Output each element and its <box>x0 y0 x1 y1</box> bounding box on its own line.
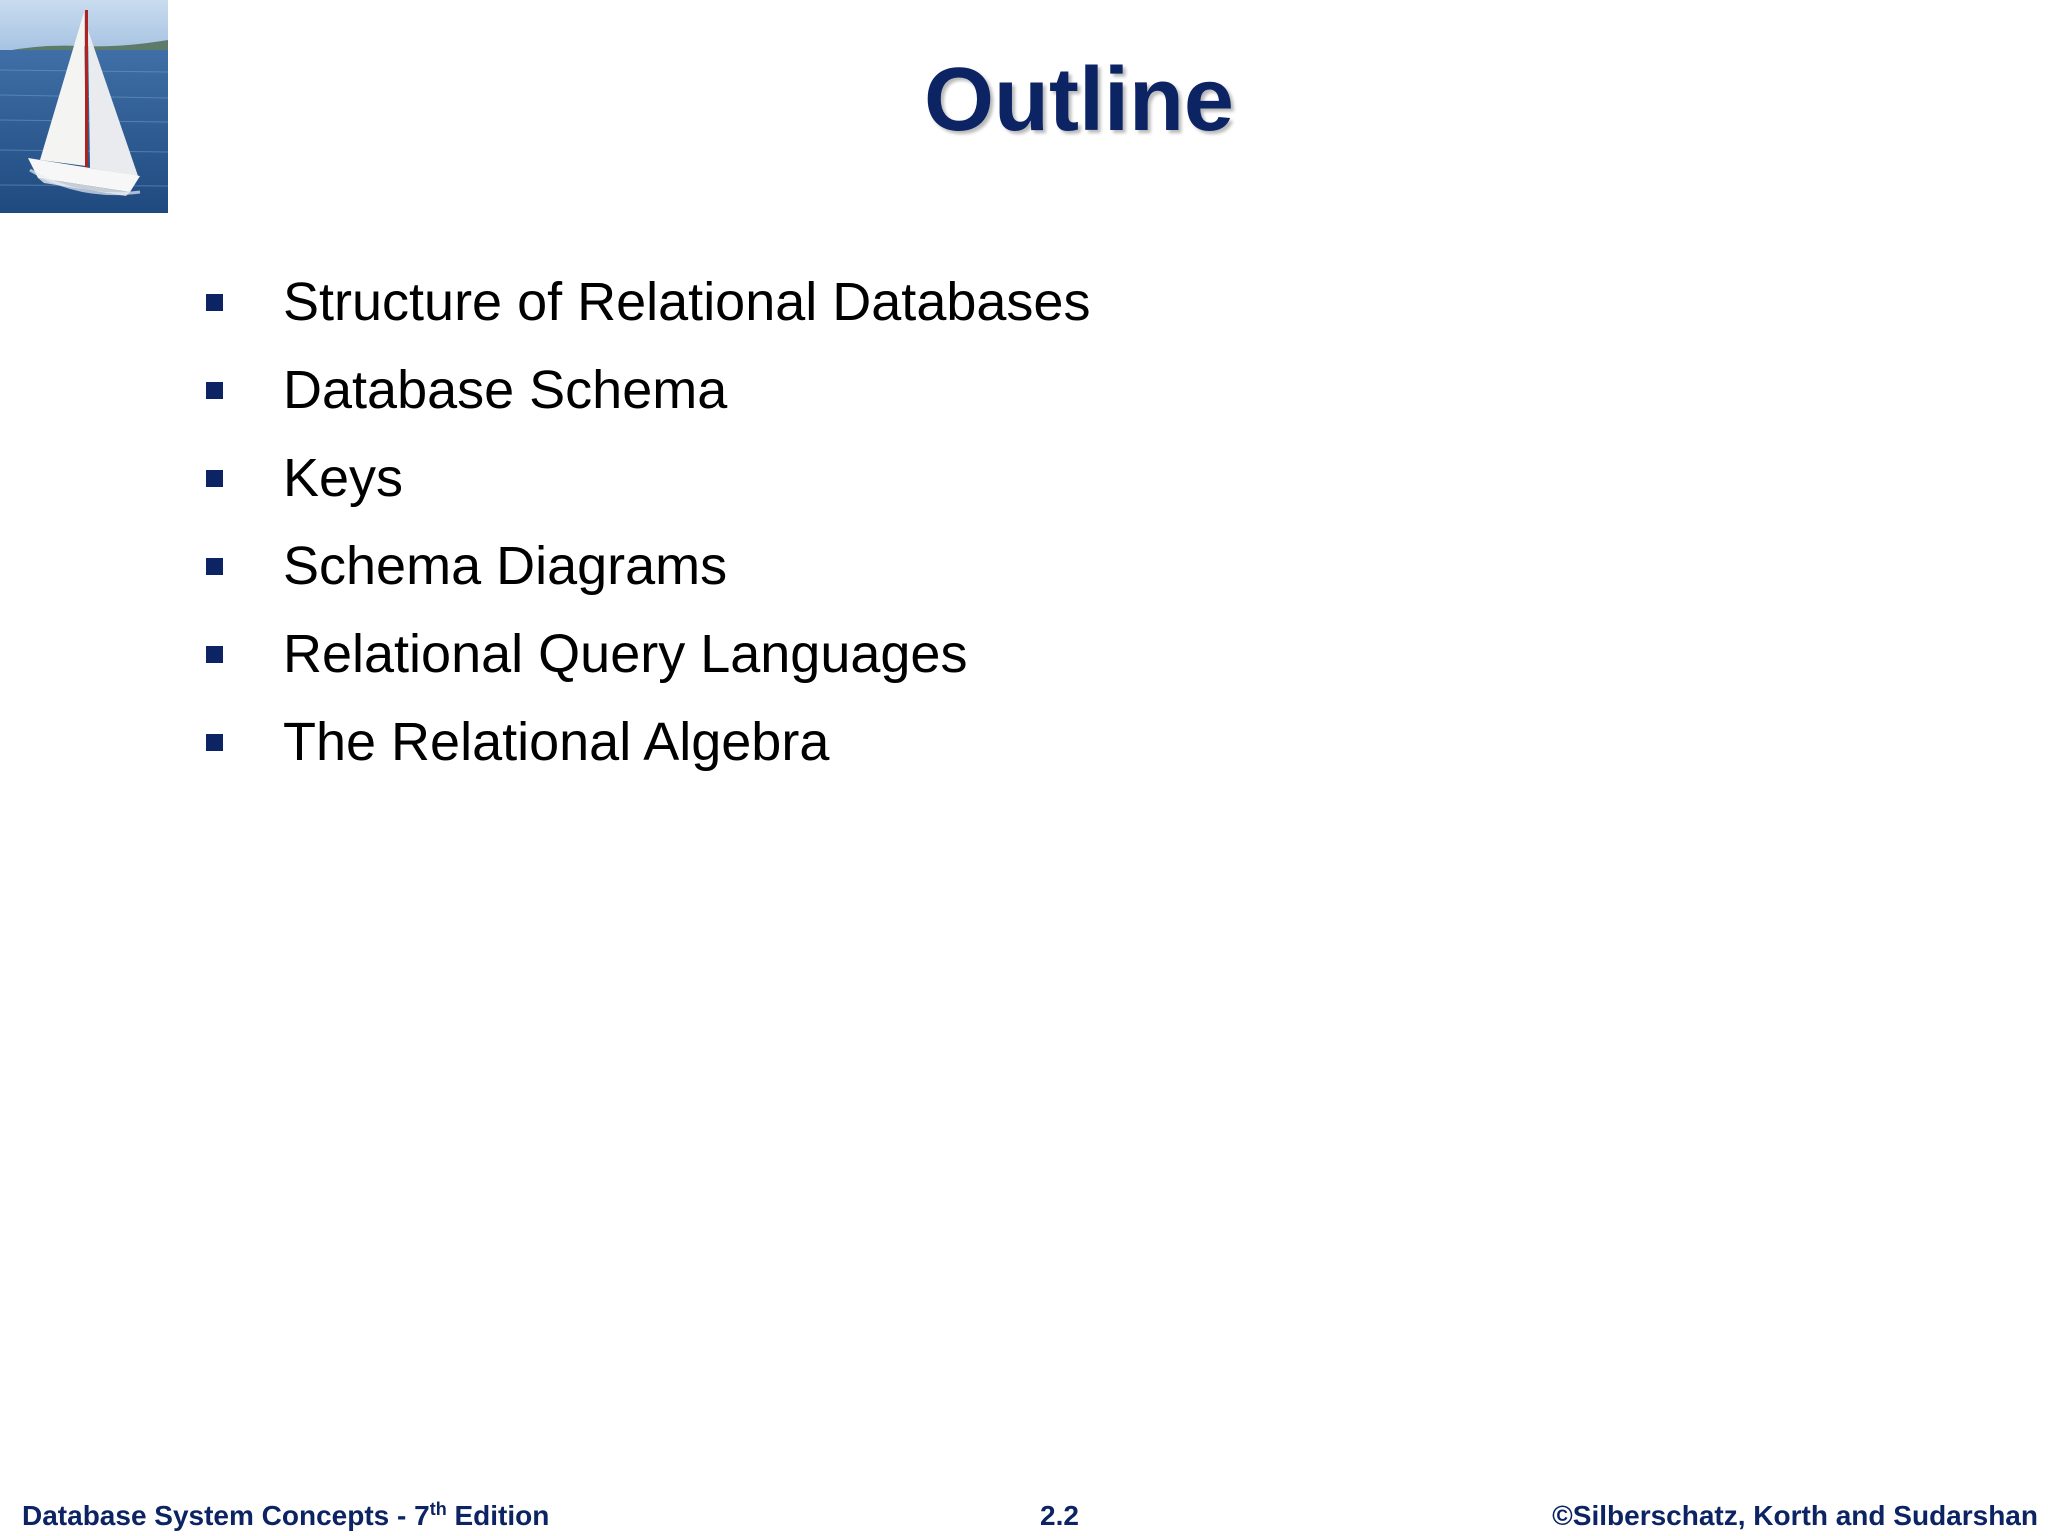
bullet-item <box>206 610 1090 698</box>
square-bullet-icon <box>206 646 223 663</box>
bullet-text: Structure of Relational Databases <box>283 272 1091 332</box>
bullet-item <box>206 698 1090 786</box>
square-bullet-icon <box>206 470 223 487</box>
footer-book-title-prefix: Database System Concepts - 7 <box>22 1500 430 1531</box>
footer-book-title <box>22 1498 549 1536</box>
bullet-text: Keys <box>283 448 404 508</box>
bullet-item <box>206 522 1090 610</box>
bullet-item <box>206 258 1090 346</box>
bullet-text: Schema Diagrams <box>283 536 728 596</box>
square-bullet-icon <box>206 294 223 311</box>
bullet-text: The Relational Algebra <box>283 712 830 772</box>
footer-book-title-suffix: Edition <box>446 1500 550 1531</box>
bullet-item <box>206 434 1090 522</box>
square-bullet-icon <box>206 558 223 575</box>
bullet-text: Database Schema <box>283 360 728 420</box>
footer-edition-superscript: th <box>429 1499 447 1519</box>
bullet-list <box>206 258 1090 786</box>
bullet-text: Relational Query Languages <box>283 624 968 684</box>
footer-page-number: 2.2 <box>1040 1500 1079 1531</box>
square-bullet-icon <box>206 382 223 399</box>
slide-title: Outline <box>924 50 1234 150</box>
bullet-item <box>206 346 1090 434</box>
footer-copyright: ©Silberschatz, Korth and Sudarshan <box>1552 1500 2038 1531</box>
square-bullet-icon <box>206 734 223 751</box>
